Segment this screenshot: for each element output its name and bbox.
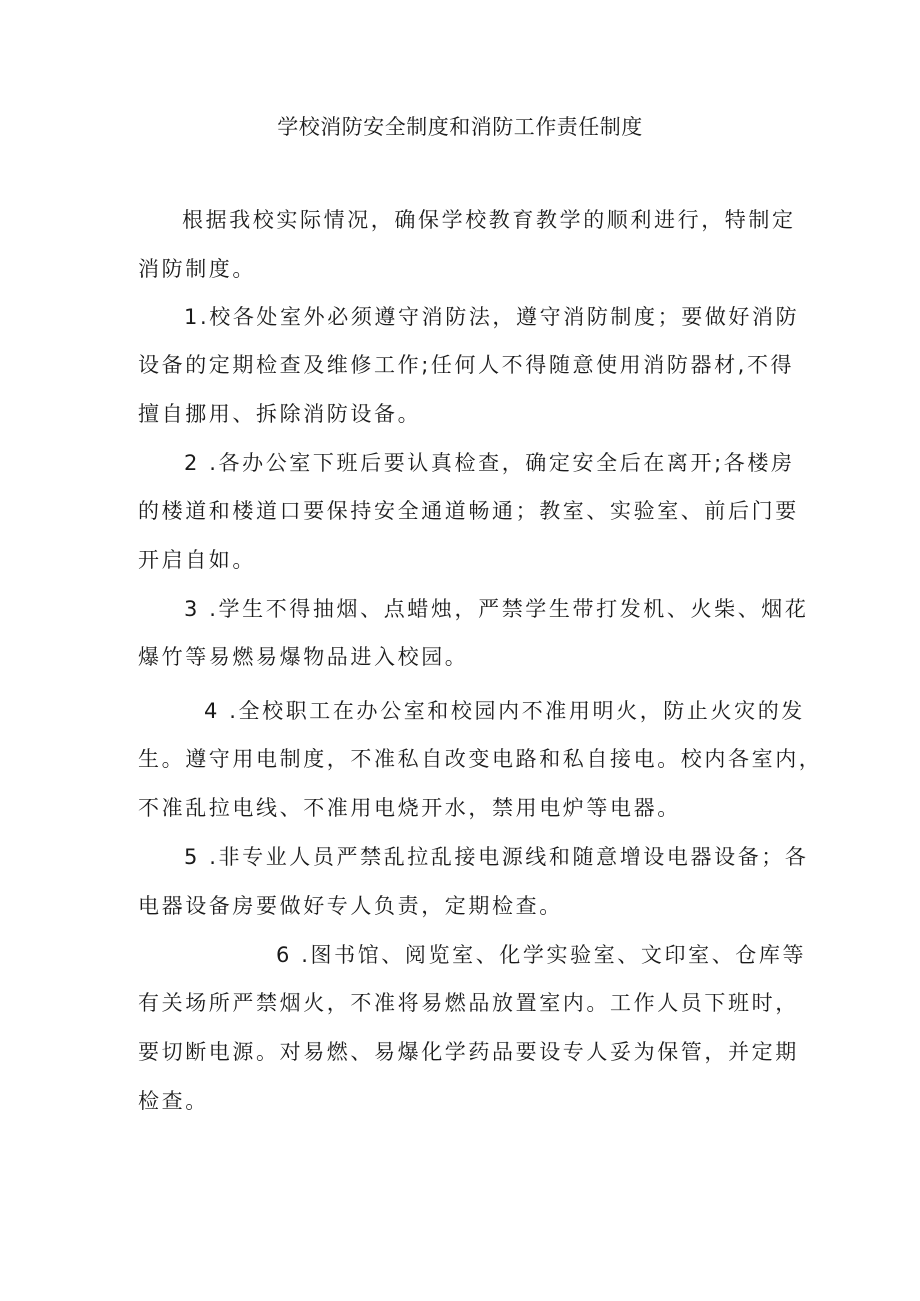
rule-line: 生。遵守用电制度，不准私自改变电路和私自接电。校内各室内， <box>138 747 823 771</box>
rule-line: 2 .各办公室下班后要认真检查，确定安全后在离开;各楼房 <box>184 451 795 475</box>
document-title: 学校消防安全制度和消防工作责任制度 <box>277 115 643 139</box>
rule-line: 1.校各处室外必须遵守消防法，遵守消防制度；要做好消防 <box>184 305 800 329</box>
rule-line: 4 .全校职工在办公室和校园内不准用明火，防止火灾的发 <box>204 699 805 723</box>
rule-line: 要切断电源。对易燃、易爆化学药品要设专人妥为保管，并定期 <box>138 1040 799 1064</box>
rule-line: 有关场所严禁烟火，不准将易燃品放置室内。工作人员下班时， <box>138 991 799 1015</box>
rule-line: 3 .学生不得抽烟、点蜡烛，严禁学生带打发机、火柴、烟花 <box>184 597 809 621</box>
rule-line: 的楼道和楼道口要保持安全通道畅通；教室、实验室、前后门要 <box>138 499 799 523</box>
rule-line: 擅自挪用、拆除消防设备。 <box>138 402 422 426</box>
rule-line: 爆竹等易燃易爆物品进入校园。 <box>138 645 469 669</box>
rule-line: 电器设备房要做好专人负责，定期检查。 <box>138 894 563 918</box>
rule-line: 开启自如。 <box>138 548 256 572</box>
rule-line: 检查。 <box>138 1089 209 1113</box>
intro-line: 根据我校实际情况，确保学校教育教学的顺利进行，特制定 <box>182 208 796 232</box>
intro-line: 消防制度。 <box>138 257 256 281</box>
rule-line: 6 .图书馆、阅览室、化学实验室、文印室、仓库等 <box>276 943 807 967</box>
rule-line: 5 .非专业人员严禁乱拉乱接电源线和随意增设电器设备；各 <box>184 845 809 869</box>
rule-line: 设备的定期检查及维修工作;任何人不得随意使用消防器材,不得 <box>138 353 795 377</box>
rule-line: 不准乱拉电线、不准用电烧开水，禁用电炉等电器。 <box>138 796 681 820</box>
